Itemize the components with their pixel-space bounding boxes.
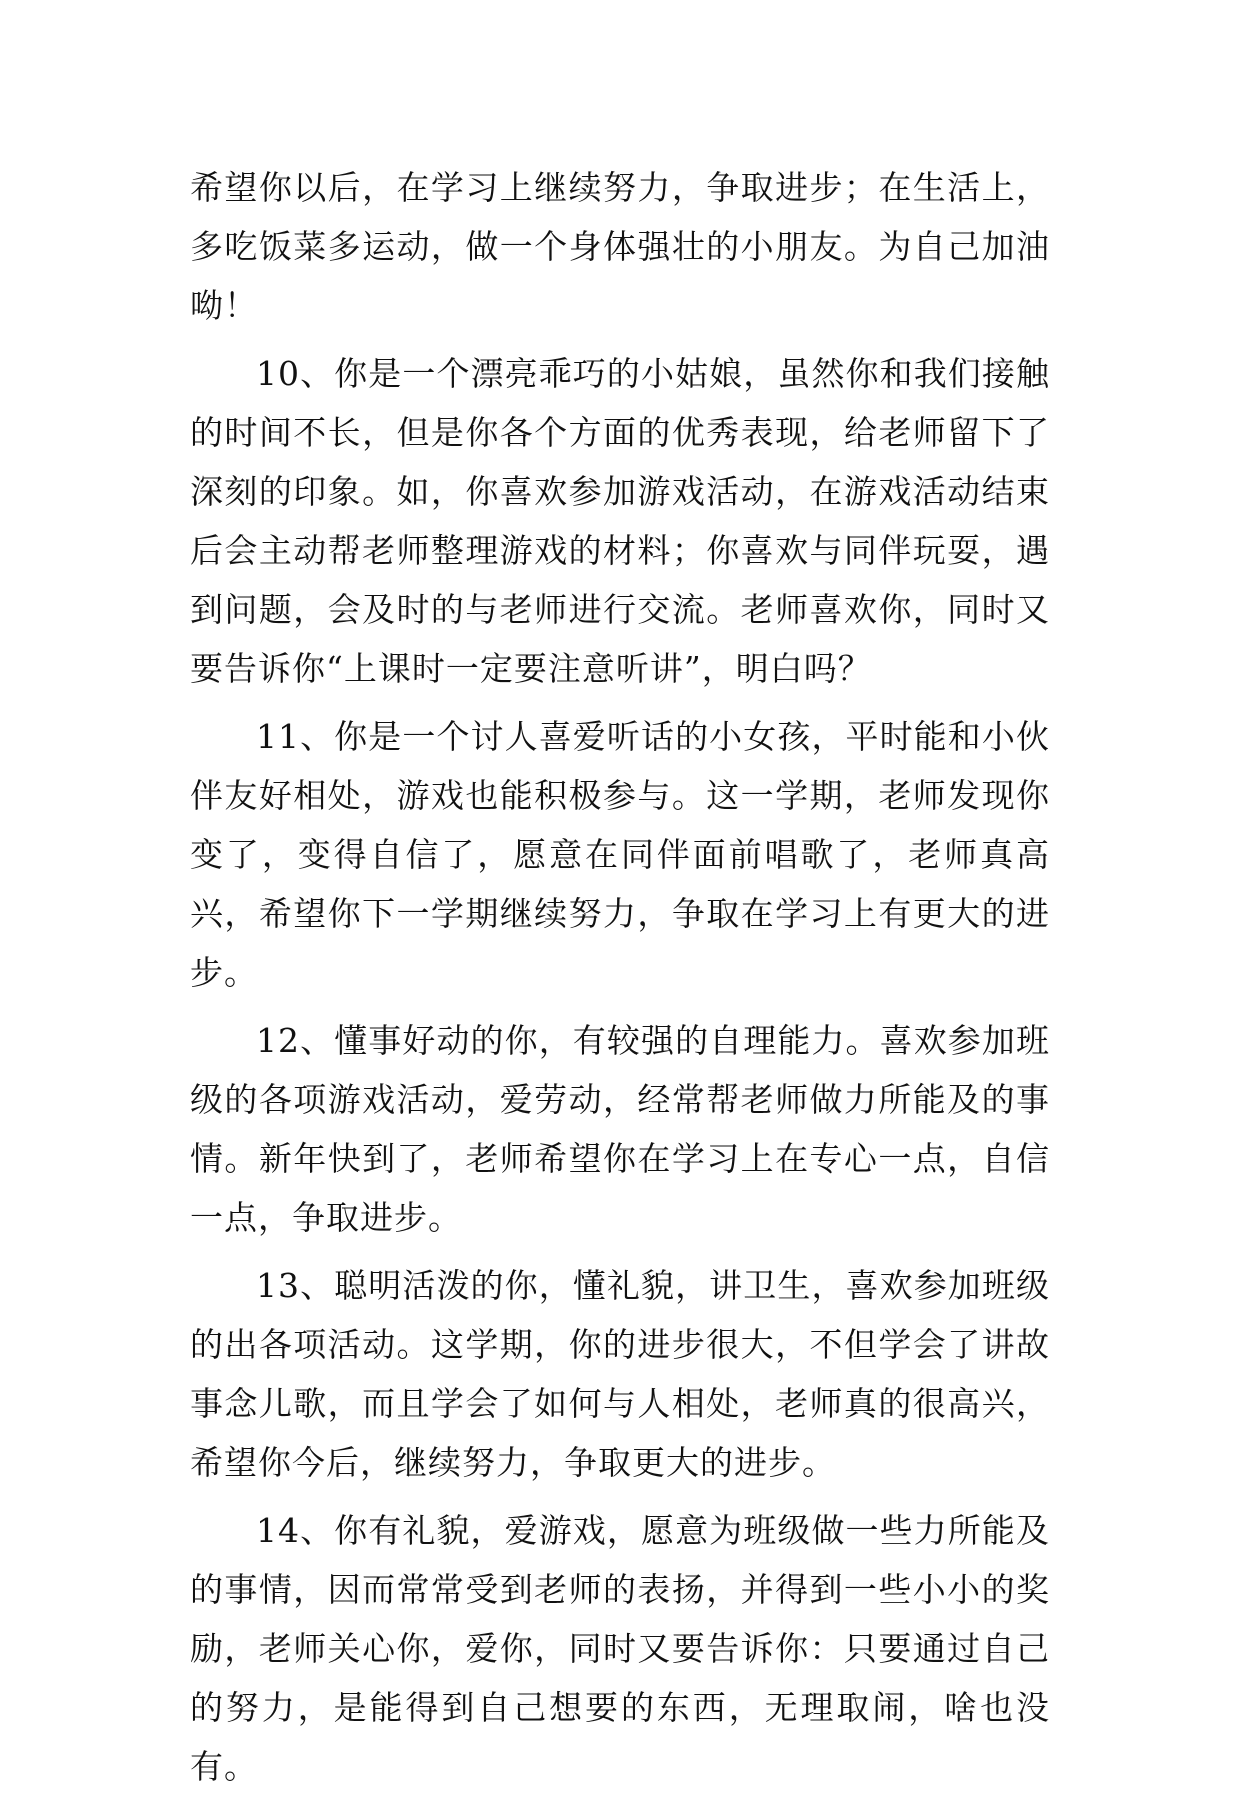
paragraph-comment-11: 11、你是一个讨人喜爱听话的小女孩，平时能和小伙伴友好相处，游戏也能积极参与。这一学期，老师发现你变了，变得自信了，愿意在同伴面前唱歌了，老师真高兴，希望你下一学期继续努力，争取在学习上有更大的进步。: [190, 717, 1050, 992]
document-body: [190, 158, 1050, 1805]
paragraph-comment-14: 14、你有礼貌，爱游戏，愿意为班级做一些力所能及的事情，因而常常受到老师的表扬，并得到一些小小的奖励，老师关心你，爱你，同时又要告诉你：只要通过自己的努力，是能得到自己想要的东西，无理取闹，啥也没有。: [190, 1511, 1050, 1786]
paragraph-comment-10: 10、你是一个漂亮乖巧的小姑娘，虽然你和我们接触的时间不长，但是你各个方面的优秀表现，给老师留下了深刻的印象。如，你喜欢参加游戏活动，在游戏活动结束后会主动帮老师整理游戏的材料；你喜欢与同伴玩耍，遇到问题，会及时的与老师进行交流。老师喜欢你，同时又要告诉你“上课时一定要注意听讲”，明白吗？: [190, 354, 1050, 688]
paragraph-continued: 希望你以后，在学习上继续努力，争取进步；在生活上，多吃饭菜多运动，做一个身体强壮的小朋友。为自己加油呦！: [190, 168, 1050, 325]
paragraph-comment-12: 12、懂事好动的你，有较强的自理能力。喜欢参加班级的各项游戏活动，爱劳动，经常帮老师做力所能及的事情。新年快到了，老师希望你在学习上在专心一点，自信一点，争取进步。: [190, 1021, 1050, 1237]
paragraph-comment-13: 13、聪明活泼的你，懂礼貌，讲卫生，喜欢参加班级的出各项活动。这学期，你的进步很大，不但学会了讲故事念儿歌，而且学会了如何与人相处，老师真的很高兴，希望你今后，继续努力，争取更大的进步。: [190, 1266, 1050, 1482]
